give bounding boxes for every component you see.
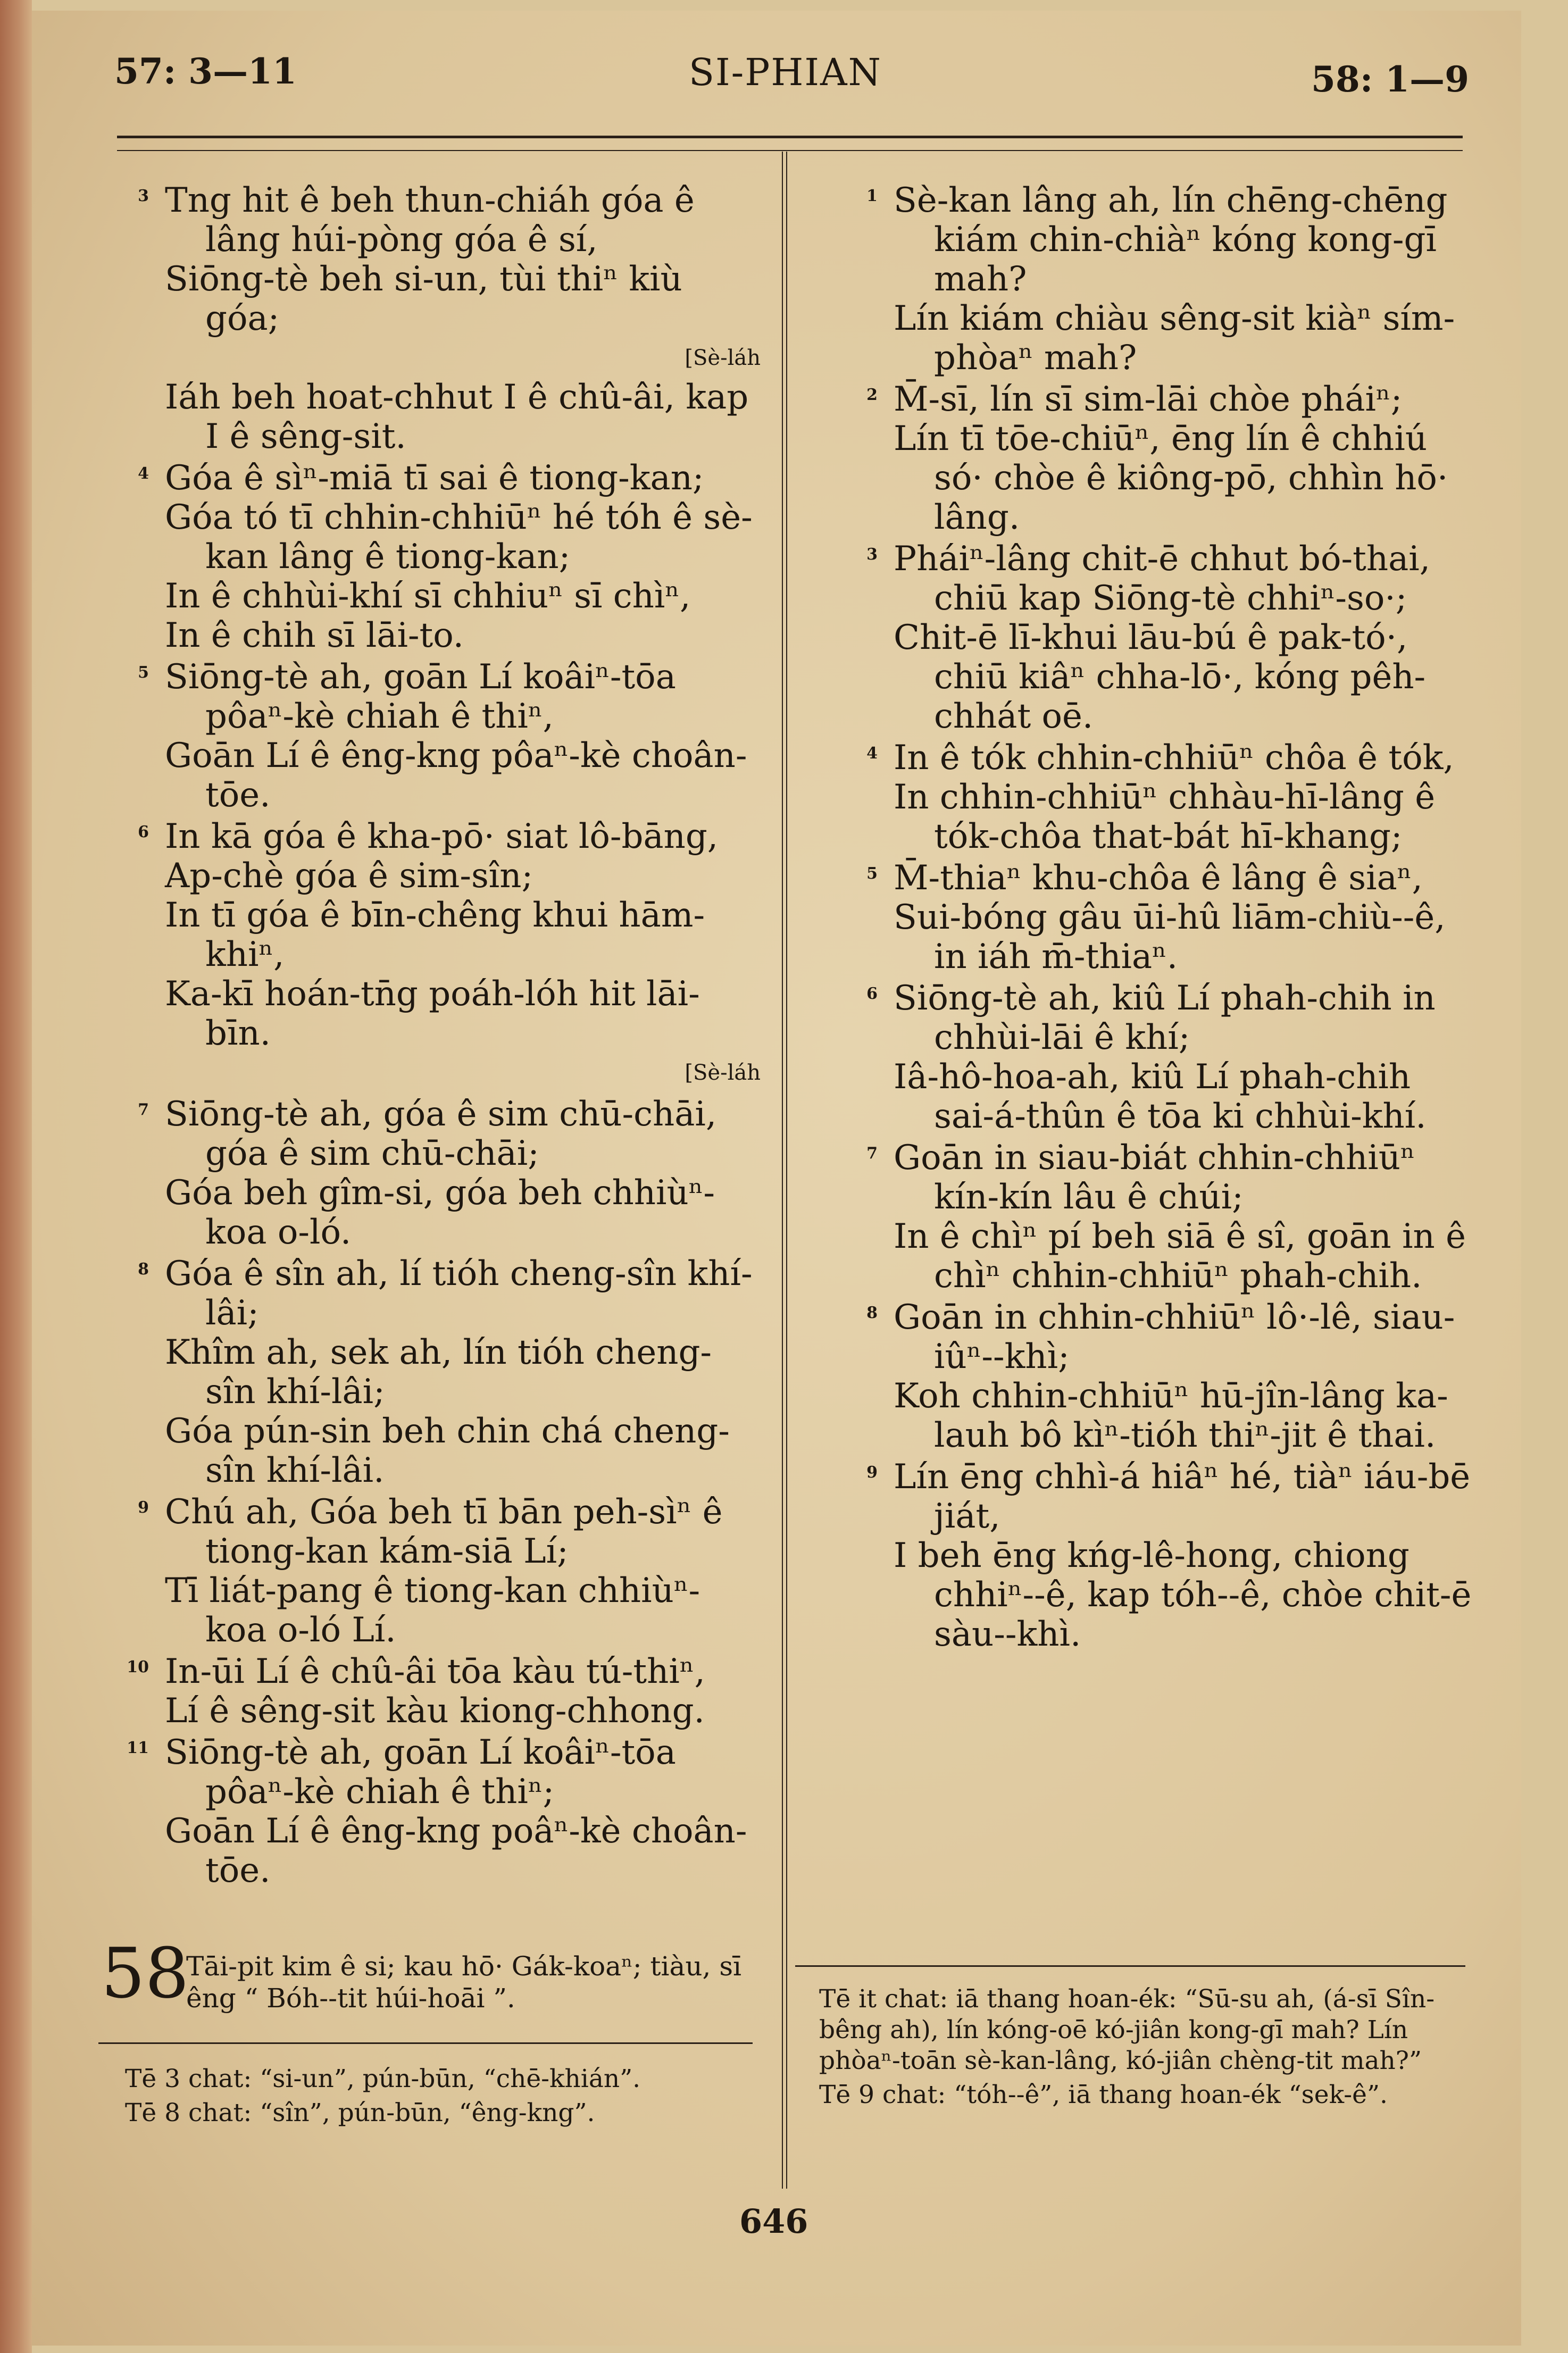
verse-number: 6	[138, 823, 149, 841]
verse-line: Góa ê sîn ah, lí tióh cheng-sîn khí-lâi;	[165, 1254, 753, 1333]
verse-57-10	[85, 1652, 761, 1731]
verse-line: Lí ê sêng-sit kàu kiong-chhong.	[165, 1691, 705, 1731]
verse-number: 1	[866, 187, 878, 205]
verse-number: 4	[138, 464, 149, 483]
verse-line: Siōng-tè ah, kiû Lí phah-chih in chhùi-lāi ê khí;	[894, 979, 1436, 1057]
verse-58-7	[814, 1138, 1473, 1296]
verse-line: Goān in chhin-chhiūⁿ lô·-lê, siau-iûⁿ--khì;	[894, 1298, 1455, 1376]
verse-line: Sè-kan lâng ah, lín chēng-chēng kiám chin-chiàⁿ kóng kong-gī mah?	[894, 181, 1448, 299]
verse-58-5	[814, 858, 1473, 977]
running-head-left: 57: 3—11	[114, 51, 297, 92]
verse-number: 3	[866, 545, 878, 564]
right-column	[814, 181, 1473, 1656]
footnotes-left	[125, 2064, 763, 2132]
verse-57-11	[85, 1733, 761, 1890]
verse-line: In ê chih sī lāi-to.	[165, 616, 464, 655]
verse-line: Siōng-tè ah, goān Lí koâiⁿ-tōa pôaⁿ-kè chiah ê thiⁿ;	[165, 1733, 676, 1812]
verse-number: 11	[127, 1739, 149, 1757]
verse-line: Tī liát-pang ê tiong-kan chhiùⁿ-koa o-ló Lí.	[165, 1571, 700, 1650]
footnote: Tē 9 chat: “tóh--ê”, iā thang hoan-ék “sek-ê”.	[819, 2080, 1388, 2109]
verse-number: 8	[138, 1260, 149, 1279]
verse-58-8	[814, 1298, 1473, 1455]
book-spine-shadow	[0, 0, 32, 2353]
selah-marker: [Sè-láh	[685, 1061, 761, 1085]
page-number: 646	[739, 2202, 808, 2241]
verse-number: 8	[866, 1304, 878, 1322]
verse-line: Góa pún-sin beh chin chá cheng-sîn khí-lâi.	[165, 1412, 730, 1490]
verse-number: 2	[866, 386, 878, 404]
verse-line: Siōng-tè beh si-un, tùi thiⁿ kiù góa;	[165, 260, 682, 338]
verse-57-9	[85, 1492, 761, 1650]
verse-line: Góa tó tī chhin-chhiūⁿ hé tóh ê sè-kan lâng ê tiong-kan;	[165, 498, 753, 577]
verse-number: 3	[138, 187, 149, 205]
verse-line: In ê chhùi-khí sī chhiuⁿ sī chìⁿ,	[165, 577, 691, 616]
verse-number: 7	[138, 1100, 149, 1119]
verse-57-6	[85, 817, 761, 1092]
left-column	[85, 181, 761, 1892]
verse-line: In kā góa ê kha-pō· siat lô-bāng,	[165, 817, 719, 856]
verse-number: 10	[127, 1658, 149, 1676]
column-divider	[782, 152, 787, 2189]
verse-line: M̄-thiaⁿ khu-chôa ê lâng ê siaⁿ,	[894, 858, 1423, 898]
verse-number: 7	[866, 1144, 878, 1163]
verse-line: Khîm ah, sek ah, lín tióh cheng-sîn khí-lâi;	[165, 1333, 712, 1412]
verse-number: 9	[866, 1463, 878, 1482]
verse-line: Chit-ē lī-khui lāu-bú ê pak-tó·, chiū kiâⁿ chha-lō·, kóng pêh-chhát oē.	[894, 618, 1426, 736]
running-head-title: SI-PHIAN	[689, 51, 882, 94]
verse-58-2	[814, 380, 1473, 537]
verse-line: In-ūi Lí ê chû-âi tōa kàu tú-thiⁿ,	[165, 1652, 705, 1691]
verse-58-6	[814, 979, 1473, 1136]
verse-line: Koh chhin-chhiūⁿ hū-jîn-lâng ka-lauh bô kìⁿ-tióh thiⁿ-jit ê thai.	[894, 1376, 1448, 1455]
header-double-rule	[117, 136, 1463, 151]
verse-number: 9	[138, 1498, 149, 1517]
verse-line: I beh ēng kńg-lê-hong, chiong chhiⁿ--ê, kap tóh--ê, chòe chit-ē sàu--khì.	[894, 1536, 1472, 1654]
verse-57-4	[85, 458, 761, 655]
psalm-superscription: Tāi-pit kim ê si; kau hō· Gák-koaⁿ; tiàu, sī êng “ Bóh--tit húi-hoāi ”.	[186, 1951, 741, 2014]
verse-line: In ê chìⁿ pí beh siā ê sî, goān in ê chìⁿ chhin-chhiūⁿ phah-chih.	[894, 1217, 1466, 1296]
verse-line: In chhin-chhiūⁿ chhàu-hī-lâng ê tók-chôa that-bát hī-khang;	[894, 778, 1436, 856]
footnote: Tē 8 chat: “sîn”, pún-būn, “êng-kng”.	[125, 2098, 595, 2127]
verse-line: Lín kiám chiàu sêng-sit kiàⁿ sím-phòaⁿ mah?	[894, 299, 1455, 378]
verse-number: 4	[866, 744, 878, 763]
verse-58-9	[814, 1457, 1473, 1654]
verse-line: Góa beh gîm-si, góa beh chhiùⁿ-koa o-ló.	[165, 1173, 715, 1252]
footnote-rule-right	[795, 1965, 1465, 1967]
verse-line: Chú ah, Góa beh tī bān peh-sìⁿ ê tiong-kan kám-siā Lí;	[165, 1492, 723, 1571]
verse-number: 5	[138, 663, 149, 682]
verse-57-7	[85, 1095, 761, 1252]
verse-line: Ap-chè góa ê sim-sîn;	[165, 856, 533, 896]
verse-57-3	[85, 181, 761, 456]
verse-line: Goān Lí ê êng-kng pôaⁿ-kè choân-tōe.	[165, 736, 747, 815]
footnote-rule-left	[98, 2042, 753, 2044]
footnote: Tē 3 chat: “si-un”, pún-būn, “chē-khián”.	[125, 2064, 641, 2093]
verse-line: Pháiⁿ-lâng chit-ē chhut bó-thai, chiū kap Siōng-tè chhiⁿ-so·;	[894, 539, 1431, 618]
verse-line: In tī góa ê bīn-chêng khui hām-khiⁿ,	[165, 896, 705, 974]
verse-line: Lín tī tōe-chiūⁿ, ēng lín ê chhiú só· chòe ê kiông-pō, chhìn hō· lâng.	[894, 419, 1448, 537]
verse-line: Iáh beh hoat-chhut I ê chû-âi, kap I ê sêng-sit.	[165, 378, 749, 456]
psalm-number: 58	[101, 1933, 189, 2014]
verse-57-5	[85, 657, 761, 815]
verse-58-3	[814, 539, 1473, 736]
verse-line: Sui-bóng gâu ūi-hû liām-chiù--ê, in iáh m̄-thiaⁿ.	[894, 898, 1446, 977]
verse-line: Iâ-hô-hoa-ah, kiû Lí phah-chih sai-á-thûn ê tōa ki chhùi-khí.	[894, 1057, 1427, 1136]
verse-line: Tng hit ê beh thun-chiáh góa ê lâng húi-pòng góa ê sí,	[165, 181, 695, 260]
verse-line: Góa ê sìⁿ-miā tī sai ê tiong-kan;	[165, 458, 704, 498]
verse-line: Goān Lí ê êng-kng poâⁿ-kè choân-tōe.	[165, 1812, 747, 1890]
running-head-right: 58: 1—9	[1311, 59, 1470, 100]
verse-line: Goān in siau-biát chhin-chhiūⁿ kín-kín lâu ê chúi;	[894, 1138, 1415, 1217]
verse-line: Siōng-tè ah, góa ê sim chū-chāi, góa ê sim chū-chāi;	[165, 1095, 717, 1173]
verse-line: M̄-sī, lín sī sim-lāi chòe pháiⁿ;	[894, 380, 1403, 419]
verse-line: In ê tók chhin-chhiūⁿ chôa ê tók,	[894, 738, 1454, 778]
verse-57-8	[85, 1254, 761, 1490]
verse-line: Siōng-tè ah, goān Lí koâiⁿ-tōa pôaⁿ-kè chiah ê thiⁿ,	[165, 657, 676, 736]
footnote: Tē it chat: iā thang hoan-ék: “Sū-su ah, (á-sī Sîn-bêng ah), lín kóng-oē kó-jiân kong-gī mah? Lín phòaⁿ-toān sè-kan-lâng, kó-jiân chèng-tit mah?”	[819, 1984, 1435, 2075]
verse-number: 6	[866, 984, 878, 1003]
verse-58-1	[814, 181, 1473, 378]
footnotes-right	[819, 1984, 1473, 2114]
verse-line: Ka-kī hoán-tn̄g poáh-lóh hit lāi-bīn.	[165, 974, 700, 1053]
selah-marker: [Sè-láh	[685, 346, 761, 370]
verse-number: 5	[866, 864, 878, 883]
verse-58-4	[814, 738, 1473, 856]
verse-line: Lín ēng chhì-á hiâⁿ hé, tiàⁿ iáu-bē jiát,	[894, 1457, 1471, 1536]
